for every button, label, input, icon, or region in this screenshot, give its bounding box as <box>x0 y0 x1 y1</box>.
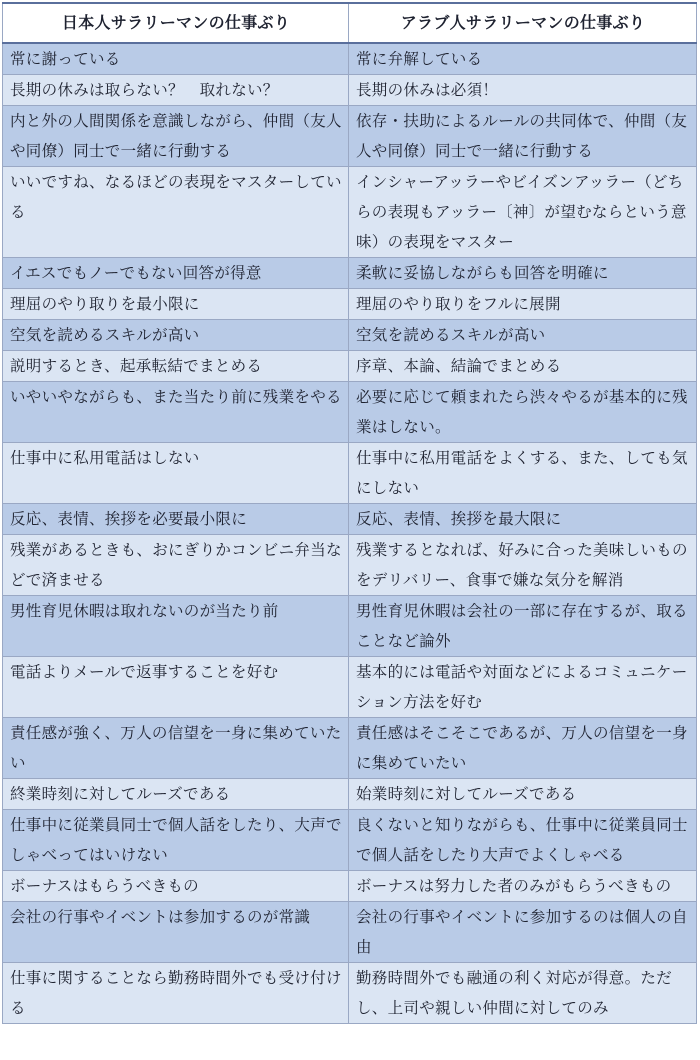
table-row <box>3 596 697 657</box>
japanese-cell: いやいやながらも、また当たり前に残業をやる <box>3 382 349 443</box>
table-row <box>3 167 697 258</box>
arab-cell: 勤務時間外でも融通の利く対応が得意。ただし、上司や親しい仲間に対してのみ <box>349 963 697 1024</box>
arab-cell: 序章、本論、結論でまとめる <box>349 351 697 382</box>
table-row <box>3 902 697 963</box>
arab-cell: 責任感はそこそこであるが、万人の信望を一身に集めていたい <box>349 718 697 779</box>
japanese-cell: 仕事中に従業員同士で個人話をしたり、大声でしゃべってはいけない <box>3 810 349 871</box>
japanese-cell: 反応、表情、挨拶を必要最小限に <box>3 504 349 535</box>
japanese-cell: 常に謝っている <box>3 43 349 75</box>
japanese-cell: ボーナスはもらうべきもの <box>3 871 349 902</box>
japanese-cell: 理屈のやり取りを最小限に <box>3 289 349 320</box>
arab-cell: 男性育児休暇は会社の一部に存在するが、取ることなど論外 <box>349 596 697 657</box>
header-arab: アラブ人サラリーマンの仕事ぶり <box>349 3 697 43</box>
table-row <box>3 443 697 504</box>
table-row <box>3 779 697 810</box>
japanese-cell: 終業時刻に対してルーズである <box>3 779 349 810</box>
arab-cell: 常に弁解している <box>349 43 697 75</box>
arab-cell: 柔軟に妥協しながらも回答を明確に <box>349 258 697 289</box>
arab-cell: 基本的には電話や対面などによるコミュニケーション方法を好む <box>349 657 697 718</box>
table-row <box>3 718 697 779</box>
table-row <box>3 963 697 1024</box>
japanese-cell: 内と外の人間関係を意識しながら、仲間（友人や同僚）同士で一緒に行動する <box>3 106 349 167</box>
arab-cell: インシャーアッラーやビイズンアッラー（どちらの表現もアッラー〔神〕が望むならという意味）の表現をマスター <box>349 167 697 258</box>
japanese-cell: 仕事中に私用電話はしない <box>3 443 349 504</box>
arab-cell: 仕事中に私用電話をよくする、また、しても気にしない <box>349 443 697 504</box>
japanese-cell: イエスでもノーでもない回答が得意 <box>3 258 349 289</box>
table-row <box>3 504 697 535</box>
table-row <box>3 810 697 871</box>
arab-cell: 反応、表情、挨拶を最大限に <box>349 504 697 535</box>
table-row <box>3 351 697 382</box>
japanese-cell: 空気を読めるスキルが高い <box>3 320 349 351</box>
arab-cell: 良くないと知りながらも、仕事中に従業員同士で個人話をしたり大声でよくしゃべる <box>349 810 697 871</box>
arab-cell: 残業するとなれば、好みに合った美味しいものをデリバリー、食事で嫌な気分を解消 <box>349 535 697 596</box>
table-row <box>3 320 697 351</box>
table-row <box>3 43 697 75</box>
header-japanese: 日本人サラリーマンの仕事ぶり <box>3 3 349 43</box>
table-row <box>3 535 697 596</box>
arab-cell: 空気を読めるスキルが高い <box>349 320 697 351</box>
arab-cell: 会社の行事やイベントに参加するのは個人の自由 <box>349 902 697 963</box>
arab-cell: 長期の休みは必須！ <box>349 75 697 106</box>
table-row <box>3 106 697 167</box>
japanese-cell: いいですね、なるほどの表現をマスターしている <box>3 167 349 258</box>
arab-cell: 始業時刻に対してルーズである <box>349 779 697 810</box>
japanese-cell: 男性育児休暇は取れないのが当たり前 <box>3 596 349 657</box>
arab-cell: 必要に応じて頼まれたら渋々やるが基本的に残業はしない。 <box>349 382 697 443</box>
table-row <box>3 871 697 902</box>
table-row <box>3 289 697 320</box>
japanese-cell: 責任感が強く、万人の信望を一身に集めていたい <box>3 718 349 779</box>
table-row <box>3 75 697 106</box>
arab-cell: ボーナスは努力した者のみがもらうべきもの <box>349 871 697 902</box>
arab-cell: 依存・扶助によるルールの共同体で、仲間（友人や同僚）同士で一緒に行動する <box>349 106 697 167</box>
japanese-cell: 説明するとき、起承転結でまとめる <box>3 351 349 382</box>
table-row <box>3 382 697 443</box>
japanese-cell: 仕事に関することなら勤務時間外でも受け付ける <box>3 963 349 1024</box>
japanese-cell: 会社の行事やイベントは参加するのが常識 <box>3 902 349 963</box>
arab-cell: 理屈のやり取りをフルに展開 <box>349 289 697 320</box>
table-row <box>3 258 697 289</box>
comparison-table <box>2 2 697 1024</box>
japanese-cell: 電話よりメールで返事することを好む <box>3 657 349 718</box>
table-row <box>3 657 697 718</box>
japanese-cell: 残業があるときも、おにぎりかコンビニ弁当などで済ませる <box>3 535 349 596</box>
japanese-cell: 長期の休みは取らない？ 取れない？ <box>3 75 349 106</box>
header-row <box>3 3 697 43</box>
